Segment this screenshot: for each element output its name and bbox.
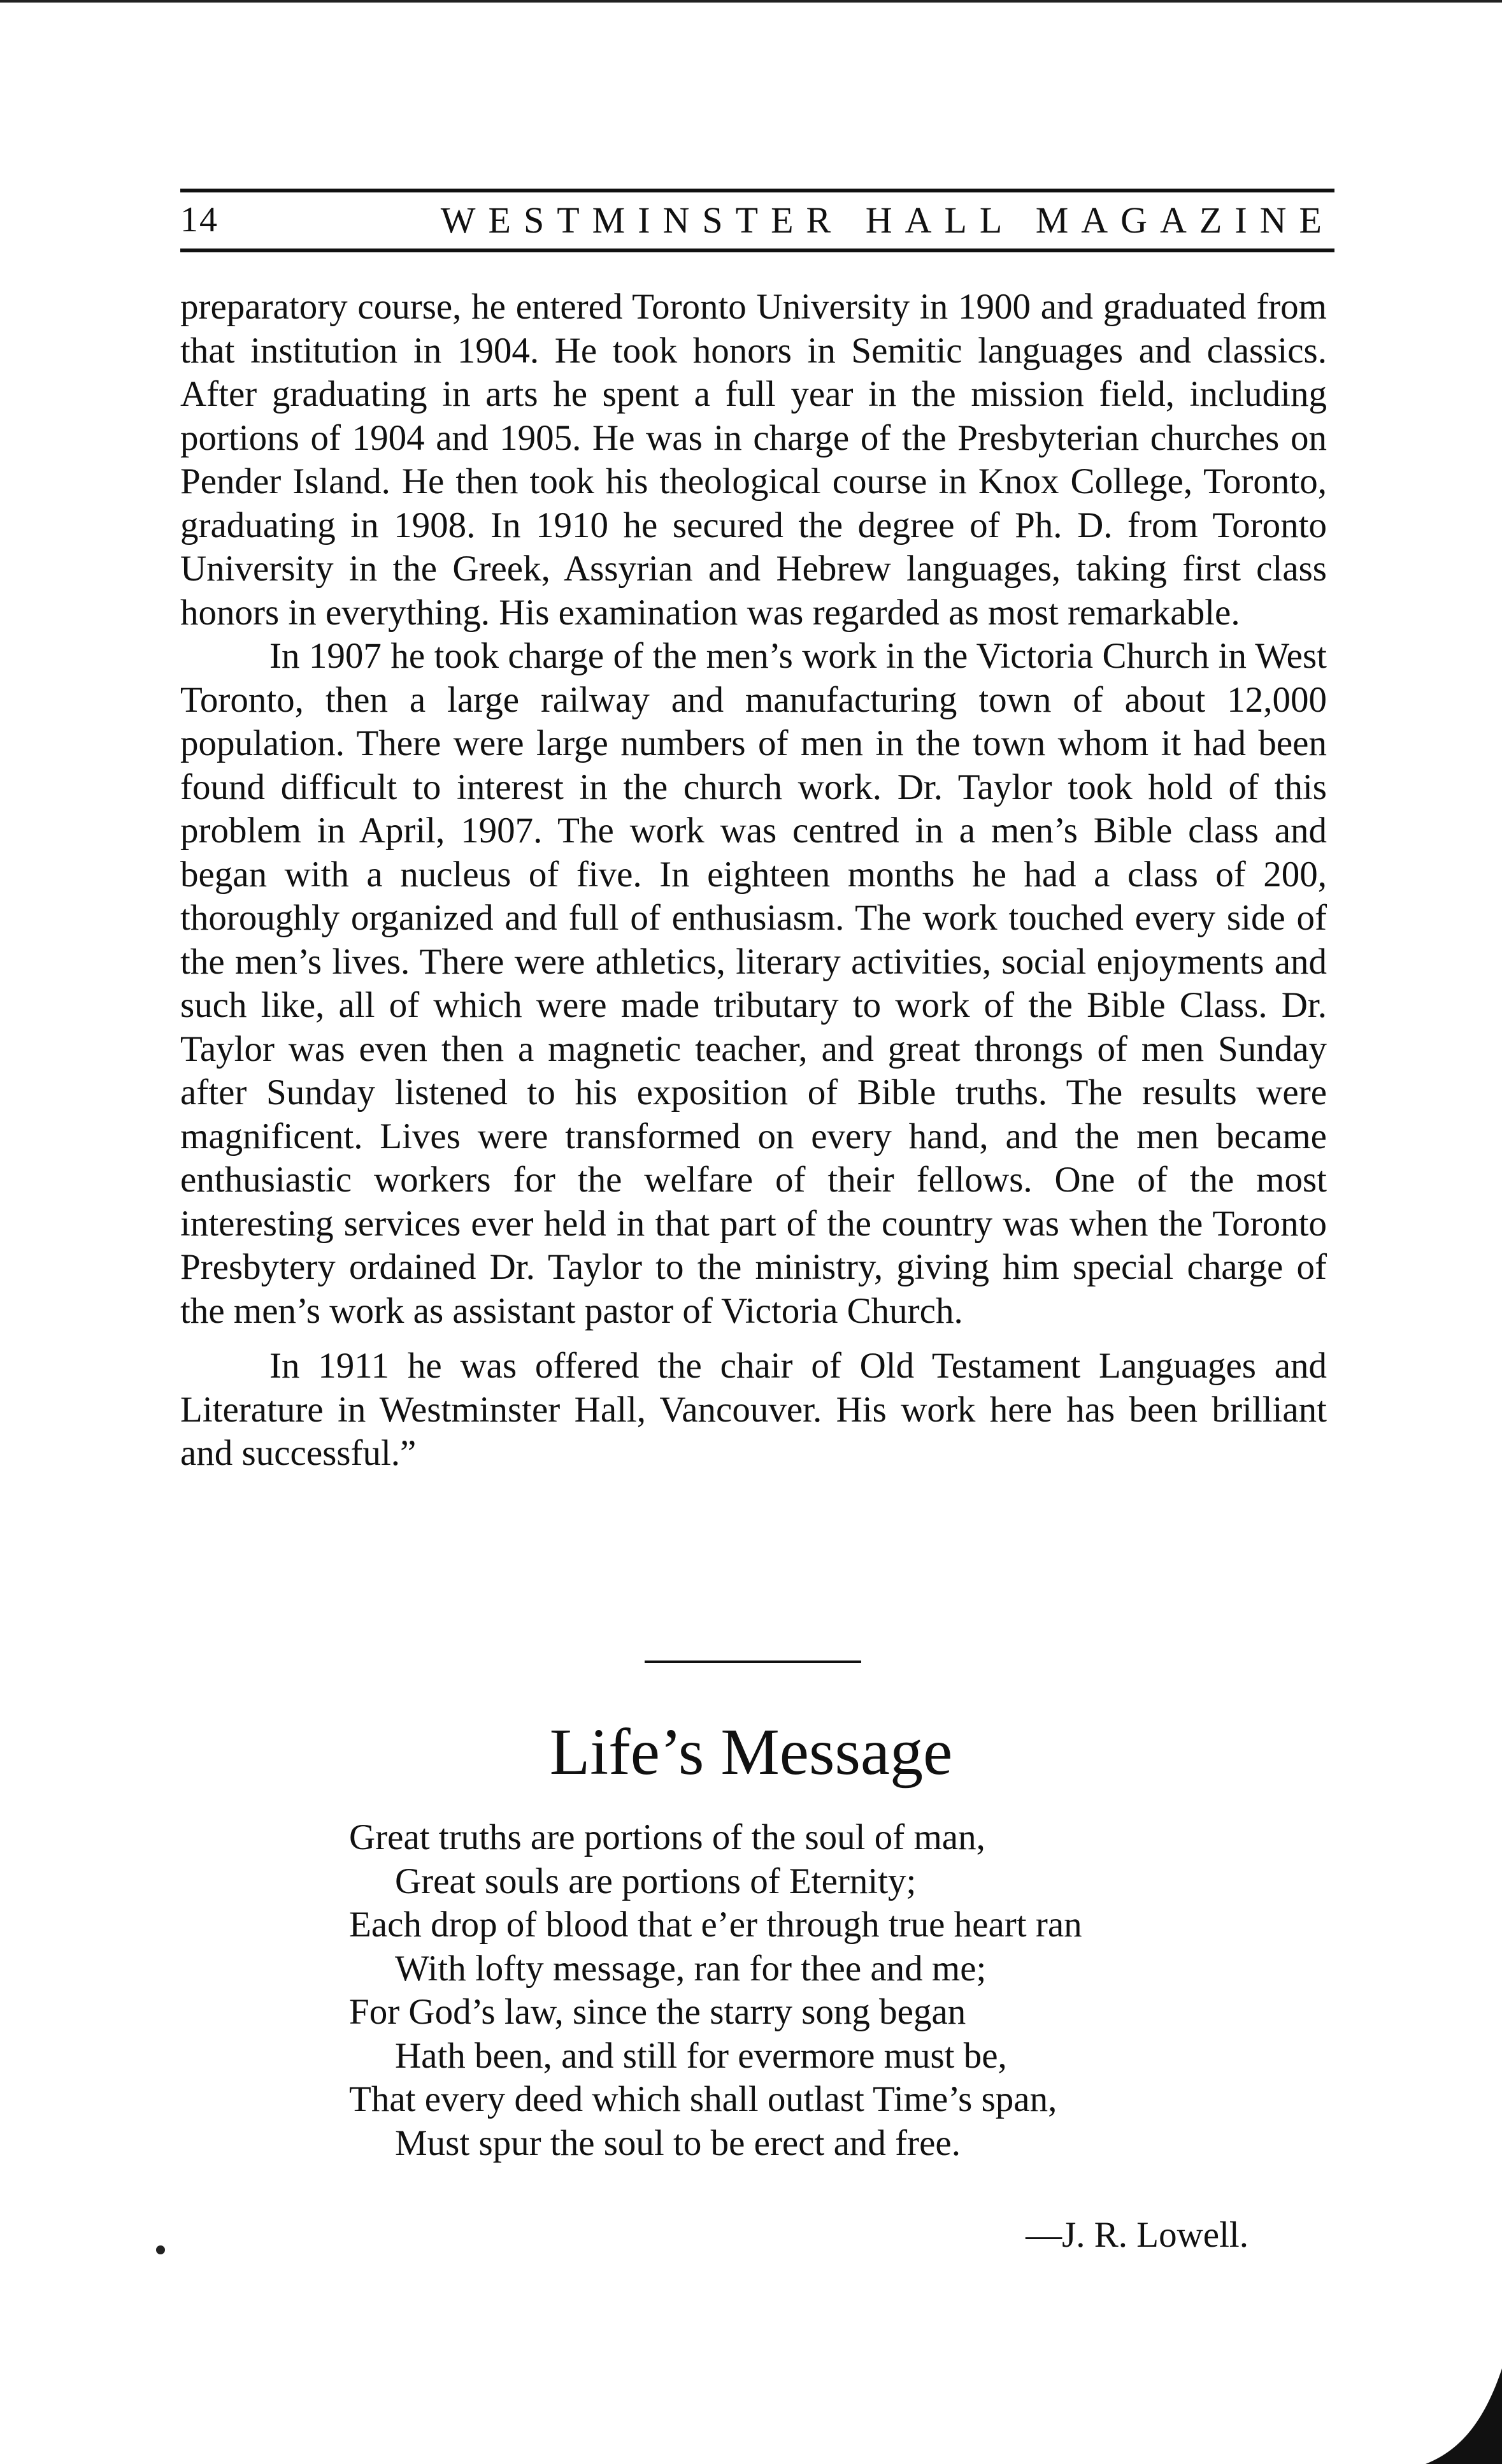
poem-line: Must spur the soul to be erect and free. <box>395 2122 961 2163</box>
poem-line: That every deed which shall outlast Time’s span, <box>349 2079 1057 2119</box>
magazine-title: WESTMINSTER HALL MAGAZINE <box>440 199 1334 241</box>
poem-attribution: —J. R. Lowell. <box>1026 2215 1248 2255</box>
article-paragraph-1: preparatory course, he entered Toronto University in 1900 and graduated from that institution in 1904. He took honors in Semitic languages and classics. After graduating in arts he spent a full year in the mission field, including portions of 1904 and 1905. He was in charge of the Presbyterian churches on Pender Island. He then took his theological course in Knox College, Toronto, graduating in 1908. In 1910 he secured the degree of Ph. D. from Toronto University in the Greek, Assyrian and Hebrew languages, taking first class honors in everything. His examination was regarded as most remarkable. <box>180 287 1327 633</box>
poem-line: Each drop of blood that e’er through true heart ran <box>349 1905 1082 1945</box>
article-paragraph-3: In 1911 he was offered the chair of Old Testament Languages and Literature in Westminster Hall, Vancouver. His work here has been brilliant and successful.” <box>180 1346 1327 1473</box>
poem-line: With lofty message, ran for thee and me; <box>395 1948 987 1989</box>
page-number: 14 <box>180 200 218 240</box>
section-divider <box>645 1661 861 1663</box>
page-corner-shadow <box>1426 2368 1502 2464</box>
article-paragraph-2: In 1907 he took charge of the men’s work in the Victoria Church in West Toronto, then a large railway and manufacturing town of about 12,000 population. There were large numbers of men in the town whom it had been found difficult to interest in the church work. Dr. Taylor took hold of this problem in April, 1907. The work was centred in a men’s Bible class and began with a nucleus of five. In eighteen months he had a class of 200, thoroughly organized and full of enthusiasm. The work touched every side of the men’s lives. There were athletics, literary activities, social enjoyments and such like, all of which were made tributary to work of the Bible Class. Dr. Taylor was even then a magnetic teacher, and great throngs of men Sunday after Sunday listened to his exposition of Bible truths. The results were magnificent. Lives were transformed on every hand, and the men became enthusiastic workers for the welfare of their fellows. One of the most interesting services ever held in that part of the country was when the Toronto Presbytery ordained Dr. Taylor to the ministry, giving him special charge of the men’s work as assistant pastor of Victoria Church. <box>180 636 1327 1331</box>
poem-body <box>349 1816 1273 2165</box>
poem-title: Life’s Message <box>549 1715 953 1789</box>
poem-line: Hath been, and still for evermore must be, <box>395 2035 1007 2076</box>
article-body <box>180 285 1327 1476</box>
poem-line: For God’s law, since the starry song began <box>349 1992 966 2032</box>
running-head <box>180 191 1334 249</box>
stray-mark <box>156 2245 165 2254</box>
top-edge-rule <box>0 0 1502 3</box>
poem-line: Great truths are portions of the soul of man, <box>349 1817 985 1857</box>
poem-line: Great souls are portions of Eternity; <box>395 1861 917 1901</box>
header-rule-bottom <box>180 249 1334 252</box>
